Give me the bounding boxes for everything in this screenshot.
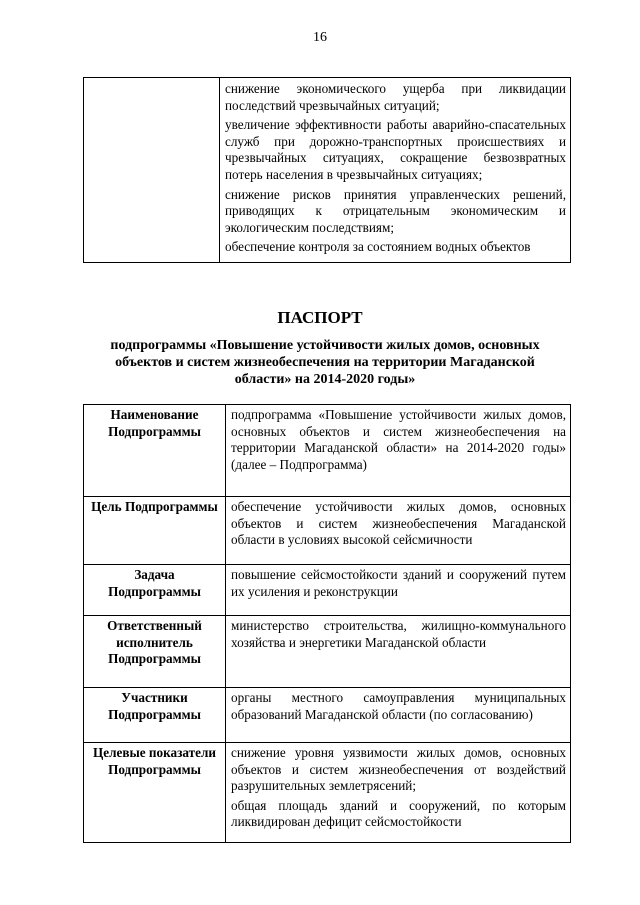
table-row: [84, 497, 571, 565]
table-row: [84, 405, 571, 497]
row-value: [226, 565, 571, 616]
row-label: Задача Подпрограммы: [84, 565, 226, 616]
list-item: снижение экономического ущерба при ликвидации последствий чрезвычайных ситуаций;: [225, 81, 566, 113]
passport-heading: ПАСПОРТ: [277, 308, 363, 327]
table-row: [84, 688, 571, 743]
row-value-text: органы местного самоуправления муниципальных образований Магаданской области (по согласованию): [231, 690, 566, 722]
row-value: [226, 616, 571, 688]
table-row: [84, 565, 571, 616]
list-item: снижение рисков принятия управленческих решений, приводящих к отрицательным экономическим и экологическим последствиям;: [225, 186, 566, 235]
row-value-text: подпрограмма «Повышение устойчивости жилых домов, основных объектов и систем жизнеобеспечения на территории Магаданской области» на 2014-2020 годы» (далее – Подпрограмма): [231, 407, 566, 472]
table-row: [84, 743, 571, 843]
row-label: Целевые показатели Подпрограммы: [84, 743, 226, 843]
row-label: Наименование Подпрограммы: [84, 405, 226, 497]
row-value: [226, 497, 571, 565]
row-value-text: повышение сейсмостойкости зданий и сооружений путем их усиления и реконструкции: [231, 567, 566, 599]
row-value: [226, 405, 571, 497]
row-label: Цель Подпрограммы: [84, 497, 226, 565]
passport-table: [83, 404, 571, 843]
row-value: [226, 688, 571, 743]
row-value-text: снижение уровня уязвимости жилых домов, основных объектов и систем жизнеобеспечения от воздействий разрушительных землетрясений;: [231, 745, 566, 794]
items-cell: [220, 78, 571, 263]
empty-left-cell: [84, 78, 220, 263]
continuation-table: [83, 77, 571, 263]
row-value-text: обеспечение устойчивости жилых домов, основных объектов и систем жизнеобеспечения Магаданской области в условиях высокой сейсмичности: [231, 499, 566, 548]
row-value-text: министерство строительства, жилищно-коммунального хозяйства и энергетики Магаданской области: [231, 618, 566, 650]
passport-subtitle: подпрограммы «Повышение устойчивости жилых домов, основных объектов и систем жизнеобеспечения на территории Магаданской области» на 2014-2020 годы»: [110, 338, 540, 387]
row-label: Ответственный исполнитель Подпрограммы: [84, 616, 226, 688]
row-value-text: общая площадь зданий и сооружений, по которым ликвидирован дефицит сейсмостойкости: [231, 797, 566, 830]
list-item: обеспечение контроля за состоянием водных объектов: [225, 239, 531, 255]
table-row: [84, 616, 571, 688]
row-value: [226, 743, 571, 843]
page-number: 16: [313, 30, 327, 45]
list-item: увеличение эффективности работы аварийно-спасательных служб при дорожно-транспортных происшествиях и чрезвычайных ситуациях, сокращение безвозвратных потерь населения в чрезвычайных ситуациях;: [225, 117, 566, 182]
row-label: Участники Подпрограммы: [84, 688, 226, 743]
